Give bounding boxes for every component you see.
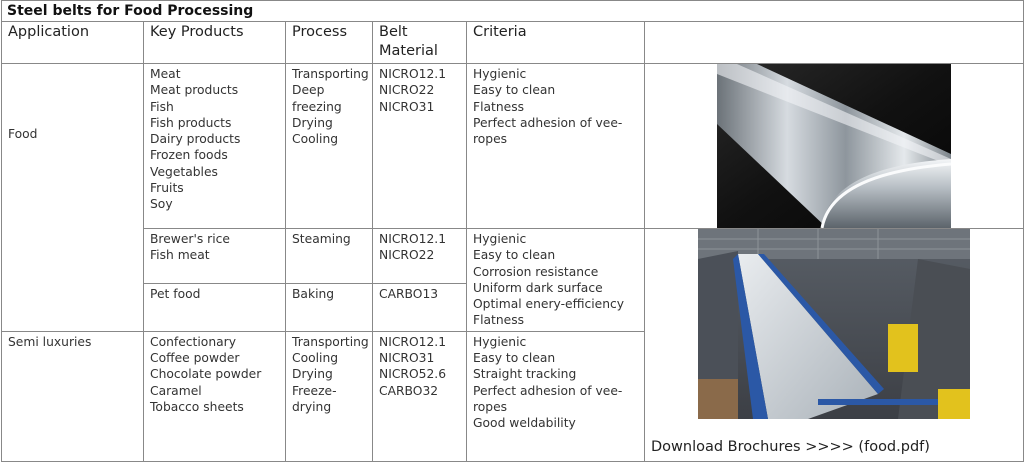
list-item: Fish meat	[150, 248, 210, 263]
list-item: Easy to clean	[473, 248, 556, 263]
application-semi-luxuries: Semi luxuries	[2, 331, 144, 461]
food-products	[144, 64, 286, 229]
food-processing-table	[1, 0, 1024, 462]
pet-process	[286, 284, 373, 332]
semi-materials	[373, 331, 467, 461]
list-item: Fish products	[150, 115, 232, 130]
list-item: Pet food	[150, 287, 201, 302]
steel-belt-closeup-photo	[717, 64, 951, 228]
list-item: freezing	[292, 99, 342, 114]
list-item: Perfect adhesion of vee-	[473, 383, 623, 398]
list-item: Meat	[150, 67, 181, 81]
list-item: Optimal enery-efficiency	[473, 297, 625, 312]
list-item: Uniform dark surface	[473, 280, 603, 295]
list-item: NICRO52.6	[379, 367, 447, 382]
list-item: Transporting	[292, 334, 369, 349]
header-key-products: Key Products	[144, 22, 286, 64]
factory-steel-belt-line-photo	[698, 229, 970, 419]
list-item: Meat products	[150, 83, 239, 98]
semi-process	[286, 331, 373, 461]
list-item: Transporting	[292, 67, 369, 81]
list-item: NICRO22	[379, 248, 435, 263]
list-item: Confectionary	[150, 334, 236, 349]
list-item: ropes	[473, 399, 508, 414]
rice-materials	[373, 229, 467, 284]
list-item: Drying	[292, 367, 333, 382]
list-item: Hygienic	[473, 67, 527, 81]
list-item: Chocolate powder	[150, 367, 262, 382]
list-item: Cooling	[292, 351, 339, 366]
list-item: NICRO12.1	[379, 67, 447, 81]
list-item: NICRO12.1	[379, 232, 447, 246]
list-item: ropes	[473, 132, 508, 147]
list-item: CARBO13	[379, 287, 439, 302]
header-belt-material: Belt Material	[373, 22, 467, 64]
list-item: Deep	[292, 83, 325, 98]
list-item: Hygienic	[473, 232, 527, 246]
list-item: Soy	[150, 197, 173, 212]
list-item: Perfect adhesion of vee-	[473, 115, 623, 130]
list-item: Flatness	[473, 313, 525, 328]
list-item: Corrosion resistance	[473, 264, 599, 279]
header-criteria: Criteria	[467, 22, 645, 64]
semi-criteria	[467, 331, 645, 461]
rice-process	[286, 229, 373, 284]
table-title: Steel belts for Food Processing	[2, 1, 1024, 22]
list-item: Fish	[150, 99, 174, 114]
list-item: Brewer's rice	[150, 232, 230, 246]
list-item: Easy to clean	[473, 351, 556, 366]
list-item: drying	[292, 399, 332, 414]
list-item: Freeze-	[292, 383, 337, 398]
food-process	[286, 64, 373, 229]
list-item: Dairy products	[150, 132, 241, 147]
application-food: Food	[2, 64, 144, 332]
list-item: Tobacco sheets	[150, 399, 244, 414]
list-item: Good weldability	[473, 416, 576, 431]
list-item: NICRO22	[379, 83, 435, 98]
food-criteria	[467, 64, 645, 229]
rice-products	[144, 229, 286, 284]
photo1-cell	[645, 64, 1024, 229]
download-brochures-link[interactable]: Download Brochures >>>> (food.pdf)	[651, 439, 930, 455]
photo2-cell	[645, 229, 1024, 462]
list-item: Vegetables	[150, 164, 218, 179]
list-item: CARBO32	[379, 383, 439, 398]
list-item: Cooling	[292, 132, 339, 147]
list-item: Flatness	[473, 99, 525, 114]
list-item: Fruits	[150, 181, 184, 196]
list-item: Straight tracking	[473, 367, 577, 382]
header-process: Process	[286, 22, 373, 64]
header-image-column	[645, 22, 1024, 64]
list-item: Frozen foods	[150, 148, 228, 163]
pet-materials	[373, 284, 467, 332]
list-item: Easy to clean	[473, 83, 556, 98]
list-item: NICRO31	[379, 99, 435, 114]
list-item: Drying	[292, 115, 333, 130]
semi-products	[144, 331, 286, 461]
header-application: Application	[2, 22, 144, 64]
list-item: NICRO31	[379, 351, 435, 366]
list-item: Caramel	[150, 383, 202, 398]
list-item: Steaming	[292, 232, 351, 246]
list-item: Coffee powder	[150, 351, 240, 366]
food-materials	[373, 64, 467, 229]
pet-products	[144, 284, 286, 332]
list-item: Hygienic	[473, 334, 527, 349]
list-item: NICRO12.1	[379, 334, 447, 349]
rice-pet-criteria	[467, 229, 645, 332]
list-item: Baking	[292, 287, 335, 302]
